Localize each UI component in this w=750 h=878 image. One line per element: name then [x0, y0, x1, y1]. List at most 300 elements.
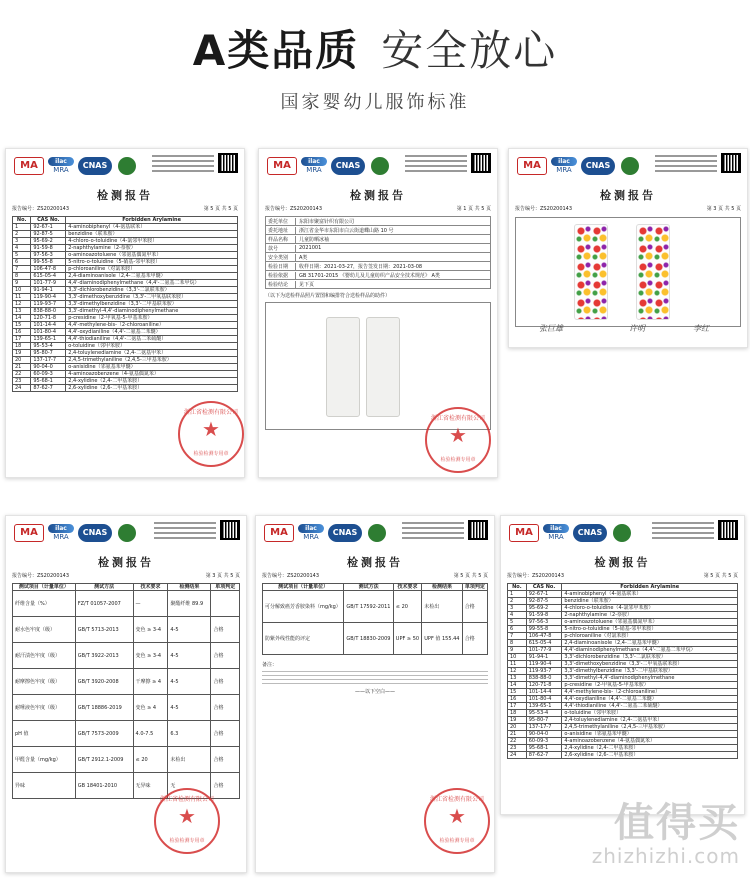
cell-no: 22 [508, 738, 527, 745]
cell-cas: 101-77-9 [526, 647, 562, 654]
cert-badge-icon [118, 524, 136, 542]
info-key: 样品名称 [266, 236, 296, 243]
report-title: 检测报告 [594, 556, 651, 569]
col-cas: CAS No. [526, 584, 562, 591]
report-amines-bottom [500, 515, 745, 815]
cell-name: 4,4'-methylene-bis-（2-chloroaniline） [66, 322, 238, 329]
table-row [13, 301, 238, 308]
cell-req: — [133, 591, 168, 617]
cell-no: 14 [13, 315, 31, 322]
info-key: 委托单位 [266, 218, 296, 225]
cell-name: 2,4,5-trimethylaniline（2,4,5-三甲基苯胺） [66, 357, 238, 364]
cell-name: 4-chloro-o-toluidine（4-氯邻甲苯胺） [562, 605, 738, 612]
cell-name: o-toluidine（邻甲苯胺） [562, 710, 738, 717]
official-stamp: 浙江省检测有限公司 ★ 检验检测专用章 [424, 788, 490, 854]
cell-cas: 106-47-8 [31, 266, 66, 273]
cert-badge-icon [371, 157, 389, 175]
cell-cas: 95-53-4 [526, 710, 562, 717]
cell-item: 可分解致癌芳香胺染料（mg/kg） [263, 591, 344, 623]
cell-req: 4.0-7.5 [133, 721, 168, 747]
table-row [508, 696, 738, 703]
cell-no: 17 [508, 703, 527, 710]
table-row [508, 605, 738, 612]
cell-item: 防紫外线性能的评定 [263, 623, 344, 655]
cnas-logo-icon: CNAS [328, 524, 362, 542]
cell-no: 12 [13, 301, 31, 308]
table-row [508, 682, 738, 689]
results-header: 检测结果 [168, 584, 211, 591]
cell-cas: 91-59-8 [526, 612, 562, 619]
cell-name: 3,3'-dichlorobenzidine（3,3'-二氯联苯胺） [562, 654, 738, 661]
table-row [508, 731, 738, 738]
cell-res: 未检出 [422, 591, 463, 623]
table-row [13, 329, 238, 336]
table-row [13, 695, 240, 721]
cell-cas: 101-80-4 [31, 329, 66, 336]
qr-code-icon [218, 153, 238, 173]
table-row [508, 738, 738, 745]
cell-name: p-chloroaniline（对氯苯胺） [562, 633, 738, 640]
watermark-url: zhizhizhi.com [591, 844, 740, 868]
cell-no: 4 [508, 612, 527, 619]
qr-code-icon [471, 153, 491, 173]
cell-no: 14 [508, 682, 527, 689]
qr-code-icon [721, 153, 741, 173]
table-row [13, 238, 238, 245]
cell-no: 20 [13, 357, 31, 364]
report-meta [256, 570, 494, 581]
cell-req: 干摩擦 ≥ 4 [133, 669, 168, 695]
report-meta [509, 203, 747, 214]
cell-cas: 120-71-8 [526, 682, 562, 689]
cell-no: 12 [508, 668, 527, 675]
cell-method: GB/T 3920-2008 [75, 669, 133, 695]
info-row [266, 280, 490, 289]
table-row [13, 224, 238, 231]
cell-name: p-cresidine（2-甲氧基-5-甲基苯胺） [66, 315, 238, 322]
table-row [13, 385, 238, 392]
cell-no: 21 [13, 364, 31, 371]
cell-no: 13 [508, 675, 527, 682]
ilac-logo-icon: ilac MRA [301, 157, 327, 175]
cell-method: GB 18401-2010 [75, 773, 133, 799]
cell-name: 4-aminobiphenyl（4-氨基联苯） [66, 224, 238, 231]
report-title: 检测报告 [350, 189, 406, 202]
cell-cas: 838-88-0 [31, 308, 66, 315]
notes-lines [262, 671, 488, 684]
table-row [13, 669, 240, 695]
official-stamp: 浙江省检测有限公司 ★ 检验检测专用章 [178, 401, 244, 467]
table-row [508, 591, 738, 598]
cell-method: GB/T 5713-2013 [75, 617, 133, 643]
info-row [266, 244, 490, 253]
report-meta [6, 570, 246, 581]
info-row [266, 235, 490, 244]
cell-cas: 90-04-0 [31, 364, 66, 371]
page-indicator: 第 5 页 共 5 页 [703, 573, 738, 579]
cell-verdict: 合格 [211, 773, 240, 799]
cell-name: 3,3'-dimethylbenzidine（3,3'-二甲基联苯胺） [66, 301, 238, 308]
table-row [13, 266, 238, 273]
cell-cas: 91-94-1 [31, 287, 66, 294]
cell-name: 4,4'-methylene-bis-（2-chloroaniline） [562, 689, 738, 696]
info-value: A类 [299, 254, 308, 261]
cell-no: 9 [508, 647, 527, 654]
info-row [266, 226, 490, 235]
cell-name: 2,4-diaminoanisole（2,4-二氨基苯甲醚） [562, 640, 738, 647]
cell-req: ≤ 20 [133, 747, 168, 773]
cell-item: 耐水色牢度（级） [13, 617, 76, 643]
cell-cas: 95-69-2 [526, 605, 562, 612]
report-header [509, 149, 747, 185]
table-row [13, 245, 238, 252]
table-row [13, 343, 238, 350]
cell-method: GB/T 18830-2009 [344, 623, 393, 655]
info-value: 见下页 [299, 281, 315, 288]
report-number: 报告编号：ZS20200143 [265, 206, 323, 212]
info-value: 2021001 [299, 245, 322, 251]
cell-name: 3,3'-dimethyl-4,4'-diaminodiphenylmethane [66, 308, 238, 315]
cell-cas: 95-69-2 [31, 238, 66, 245]
results-table [12, 583, 240, 799]
ilac-logo-icon: ilac MRA [48, 524, 74, 542]
table-row [13, 287, 238, 294]
cell-item: 纤维含量（%） [13, 591, 76, 617]
conclusion-header: 单项判定 [462, 584, 487, 591]
cell-verdict: 合格 [211, 747, 240, 773]
header-info [405, 155, 467, 175]
ilac-logo-icon: ilac MRA [298, 524, 324, 542]
cell-name: 3,3'-dimethoxybenzidine（3,3'-二甲氧基联苯胺） [66, 294, 238, 301]
cell-no: 15 [508, 689, 527, 696]
cnas-logo-icon: CNAS [78, 157, 112, 175]
cell-cas: 101-14-4 [526, 689, 562, 696]
cell-name: 4,4'-diaminodiphenylmethane（4,4'-二氨基二苯甲烷） [66, 280, 238, 287]
cell-cas: 139-65-1 [526, 703, 562, 710]
report-number: 报告编号：ZS20200143 [12, 573, 70, 579]
cert-badge-icon [118, 157, 136, 175]
cell-no: 2 [13, 231, 31, 238]
ilac-logo-icon: ilac MRA [543, 524, 569, 542]
page-indicator: 第 3 页 共 5 页 [706, 206, 741, 212]
cell-verdict: 合格 [211, 695, 240, 721]
cell-cas: 106-47-8 [526, 633, 562, 640]
cell-res: 聚酯纤维 89.9 [168, 591, 211, 617]
table-row [508, 668, 738, 675]
cell-method: GB/T 17592-2011 [344, 591, 393, 623]
cell-cas: 92-87-5 [31, 231, 66, 238]
cell-cas: 87-62-7 [31, 385, 66, 392]
cell-verdict: 合格 [462, 591, 487, 623]
conclusion-header: 测试方法 [344, 584, 393, 591]
star-icon: ★ [448, 804, 466, 828]
cell-cas: 95-53-4 [31, 343, 66, 350]
patterned-sample-photo [515, 217, 741, 327]
info-row [266, 271, 490, 280]
cell-name: 2,4,5-trimethylaniline（2,4,5-三甲基苯胺） [562, 724, 738, 731]
cell-item: pH 值 [13, 721, 76, 747]
table-row [13, 357, 238, 364]
cell-no: 6 [508, 626, 527, 633]
cell-res: UPF 值 155.44 [422, 623, 463, 655]
cell-no: 3 [13, 238, 31, 245]
patterned-sleeve-right [636, 224, 670, 320]
ma-logo-icon: MA [517, 157, 547, 175]
cell-req: ≤ 20 [393, 591, 421, 623]
info-key: 委托地址 [266, 227, 296, 234]
cell-cas: 119-93-7 [526, 668, 562, 675]
table-row [13, 643, 240, 669]
ilac-logo-icon: ilac MRA [551, 157, 577, 175]
qr-code-icon [220, 520, 240, 540]
cell-cas: 119-90-4 [31, 294, 66, 301]
table-row [508, 661, 738, 668]
table-row [508, 633, 738, 640]
table-row [13, 231, 238, 238]
cell-res: 4-5 [168, 643, 211, 669]
cell-cas: 99-55-8 [526, 626, 562, 633]
report-header [256, 516, 494, 552]
info-key: 款号 [266, 245, 296, 252]
page-indicator: 第 5 页 共 5 页 [203, 206, 238, 212]
table-row [13, 336, 238, 343]
table-row [508, 689, 738, 696]
table-row [508, 598, 738, 605]
report-test-results [5, 515, 247, 873]
cell-no: 16 [13, 329, 31, 336]
cell-name: 2-naphthylamine（2-萘胺） [562, 612, 738, 619]
info-row [266, 253, 490, 262]
cell-cas: 92-67-1 [31, 224, 66, 231]
cell-cas: 120-71-8 [31, 315, 66, 322]
cell-cas: 95-68-1 [526, 745, 562, 752]
header-info [652, 522, 714, 542]
cell-no: 23 [508, 745, 527, 752]
site-watermark [592, 802, 740, 868]
cell-cas: 137-17-7 [31, 357, 66, 364]
cell-name: 2,4-toluylenediamine（2,4-二氨基甲苯） [66, 350, 238, 357]
col-no: No. [13, 217, 31, 224]
table-row [508, 710, 738, 717]
watermark-logo: 值得买 [614, 800, 740, 846]
cell-verdict: 合格 [211, 643, 240, 669]
star-icon: ★ [178, 804, 196, 828]
cell-no: 1 [508, 591, 527, 598]
cell-cas: 60-09-3 [31, 371, 66, 378]
cell-name: benzidine（联苯胺） [562, 598, 738, 605]
end-marker: ——以下空白—— [354, 689, 395, 695]
sleeve-right [366, 317, 400, 417]
cell-name: p-chloroaniline（对氯苯胺） [66, 266, 238, 273]
cell-cas: 90-04-0 [526, 731, 562, 738]
col-no: No. [508, 584, 527, 591]
cell-cas: 119-90-4 [526, 661, 562, 668]
report-title: 检测报告 [97, 189, 153, 202]
report-number: 报告编号：ZS20200143 [262, 573, 320, 579]
star-icon: ★ [449, 423, 467, 447]
cell-name: 3,3'-dimethylbenzidine（3,3'-二甲基联苯胺） [562, 668, 738, 675]
table-row [13, 280, 238, 287]
cell-no: 7 [13, 266, 31, 273]
report-sample-photo [508, 148, 748, 348]
cell-cas: 99-55-8 [31, 259, 66, 266]
table-row [13, 378, 238, 385]
cell-name: 4-aminoazobenzene（4-氨基偶氮苯） [66, 371, 238, 378]
cell-no: 20 [508, 724, 527, 731]
cell-name: 3,3'-dimethoxybenzidine（3,3'-二甲氧基联苯胺） [562, 661, 738, 668]
table-row [263, 623, 488, 655]
cell-no: 2 [508, 598, 527, 605]
cell-cas: 838-88-0 [526, 675, 562, 682]
cell-method: GB/T 7573-2009 [75, 721, 133, 747]
table-row [13, 617, 240, 643]
table-row [13, 322, 238, 329]
hero-title [0, 18, 750, 78]
table-row [13, 273, 238, 280]
cell-cas: 60-09-3 [526, 738, 562, 745]
cell-no: 24 [508, 752, 527, 759]
info-key: 检验日期 [266, 263, 296, 270]
official-stamp: 浙江省检测有限公司 ★ 检验检测专用章 [154, 788, 220, 854]
cell-name: o-anisidine（邻氨基苯甲醚） [562, 731, 738, 738]
cell-item: 耐摩擦色牢度（级） [13, 669, 76, 695]
report-sample-info [258, 148, 498, 478]
sample-info-table [265, 216, 491, 289]
col-name: Forbidden Arylamine [66, 217, 238, 224]
header-info [154, 522, 216, 542]
table-row [508, 647, 738, 654]
qr-code-icon [468, 520, 488, 540]
cell-name: 4-chloro-o-toluidine（4-氯邻甲苯胺） [66, 238, 238, 245]
cell-name: 2,4-toluylenediamine（2,4-二氨基甲苯） [562, 717, 738, 724]
cell-name: 4,4'-diaminodiphenylmethane（4,4'-二氨基二苯甲烷） [562, 647, 738, 654]
results-header: 技术要求 [133, 584, 168, 591]
table-row [508, 654, 738, 661]
cell-name: 4,4'-thiodianiline（4,4'-二氨基二苯硫醚） [562, 703, 738, 710]
report-title: 检测报告 [600, 189, 656, 202]
qr-code-icon [718, 520, 738, 540]
report-header [6, 149, 244, 185]
cell-name: 4,4'-thiodianiline（4,4'-二氨基二苯硫醚） [66, 336, 238, 343]
cell-no: 24 [13, 385, 31, 392]
cell-no: 4 [13, 245, 31, 252]
signature-approver: 张巨雄 [539, 324, 563, 333]
signature-tester: 李红 [693, 324, 709, 333]
cell-name: 2,4-xylidine（2,4-二甲基苯胺） [66, 378, 238, 385]
official-stamp: 浙江省检测有限公司 ★ 检验检测专用章 [425, 407, 491, 473]
table-row [508, 619, 738, 626]
cell-cas: 119-93-7 [31, 301, 66, 308]
cell-no: 18 [508, 710, 527, 717]
cell-name: p-cresidine（2-甲氧基-5-甲基苯胺） [562, 682, 738, 689]
cert-badge-icon [368, 524, 386, 542]
table-row [13, 591, 240, 617]
cell-cas: 101-14-4 [31, 322, 66, 329]
cell-item: 耐汗渍色牢度（级） [13, 643, 76, 669]
cell-verdict [211, 591, 240, 617]
cell-res: 4-5 [168, 617, 211, 643]
cell-name: 4-aminoazobenzene（4-氨基偶氮苯） [562, 738, 738, 745]
cell-cas: 139-65-1 [31, 336, 66, 343]
cnas-logo-icon: CNAS [78, 524, 112, 542]
cell-no: 8 [508, 640, 527, 647]
cnas-logo-icon: CNAS [581, 157, 615, 175]
table-row [13, 294, 238, 301]
cell-res: 6.3 [168, 721, 211, 747]
cell-verdict: 合格 [462, 623, 487, 655]
info-value: 东阳市聚富针织有限公司 [299, 218, 355, 225]
cell-method: GB/T 3922-2013 [75, 643, 133, 669]
header-info [655, 155, 717, 175]
cell-no: 11 [13, 294, 31, 301]
report-header [501, 516, 744, 552]
cell-no: 10 [13, 287, 31, 294]
cell-cas: 92-67-1 [526, 591, 562, 598]
cell-cas: 615-05-4 [31, 273, 66, 280]
cell-res: 4-5 [168, 669, 211, 695]
table-row [508, 745, 738, 752]
cnas-logo-icon: CNAS [331, 157, 365, 175]
cell-res: 4-5 [168, 695, 211, 721]
cnas-logo-icon: CNAS [573, 524, 607, 542]
table-row [508, 703, 738, 710]
cell-no: 16 [508, 696, 527, 703]
cell-cas: 91-59-8 [31, 245, 66, 252]
cell-no: 18 [13, 343, 31, 350]
hero-subtitle: 国家婴幼儿服饰标准 [280, 92, 470, 113]
info-value: 浙江省金华市东阳市白云街道蝶山路 10 号 [299, 227, 394, 234]
cell-no: 19 [508, 717, 527, 724]
table-row [508, 675, 738, 682]
cell-item: 耐唾液色牢度（级） [13, 695, 76, 721]
cell-name: 4-aminobiphenyl（4-氨基联苯） [562, 591, 738, 598]
ma-logo-icon: MA [267, 157, 297, 175]
cell-verdict: 合格 [211, 617, 240, 643]
cell-name: o-toluidine（邻甲苯胺） [66, 343, 238, 350]
cell-cas: 95-68-1 [31, 378, 66, 385]
conclusion-header: 技术要求 [393, 584, 421, 591]
page-indicator: 第 1 页 共 5 页 [456, 206, 491, 212]
report-meta [501, 570, 744, 581]
cell-name: 2,6-xylidine（2,6-二甲基苯胺） [562, 752, 738, 759]
ma-logo-icon: MA [509, 524, 539, 542]
patterned-sleeve-left [574, 224, 608, 320]
cell-name: 2,4-xylidine（2,4-二甲基苯胺） [562, 745, 738, 752]
report-title: 检测报告 [98, 556, 154, 569]
cell-no: 5 [13, 252, 31, 259]
table-row [508, 724, 738, 731]
cell-cas: 615-05-4 [526, 640, 562, 647]
results-header: 测试项目（计量单位） [13, 584, 76, 591]
page-indicator: 第 3 页 共 5 页 [205, 573, 240, 579]
sleeve-left [326, 317, 360, 417]
results-header: 单项判定 [211, 584, 240, 591]
cell-name: 5-nitro-o-toluidine（5-硝基-邻甲苯胺） [562, 626, 738, 633]
info-value: 收样日期：2021-03-27，报告签发日期：2021-03-08 [299, 263, 423, 270]
results-header: 测试方法 [75, 584, 133, 591]
cell-cas: 95-80-7 [31, 350, 66, 357]
cell-no: 1 [13, 224, 31, 231]
cell-verdict: 合格 [211, 721, 240, 747]
cell-no: 11 [508, 661, 527, 668]
table-row [508, 717, 738, 724]
report-number: 报告编号：ZS20200143 [515, 206, 573, 212]
info-value: GB 31701-2015 《婴幼儿及儿童纺织产品安全技术规范》 A类 [299, 272, 440, 279]
cell-res: 未检出 [168, 747, 211, 773]
info-value: 儿童防晒冰袖 [299, 236, 330, 243]
cell-method: GB/T 18886-2019 [75, 695, 133, 721]
cert-badge-icon [613, 524, 631, 542]
